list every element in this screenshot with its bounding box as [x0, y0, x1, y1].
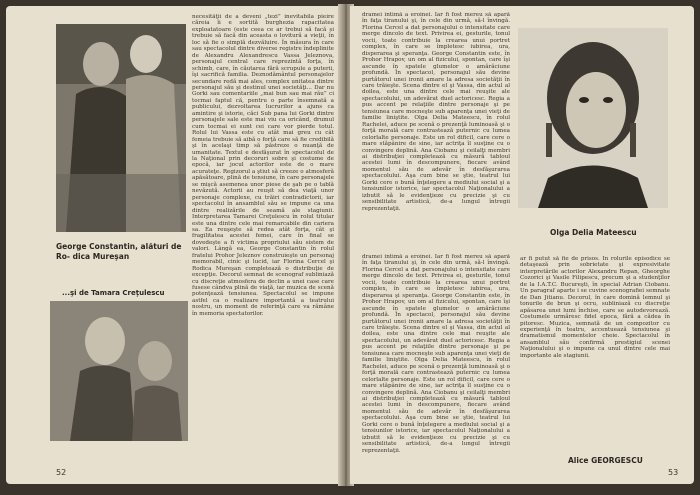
right-bottom-left-text: dramei intimă a eroinei. Iar fi fost mereu să apară în faţa tiranului şi, în cele din urmă, să-l învingă. Florina Cercel a dat personajului o intensitate care merge dincolo de text. Privirea ei, gesturile, tonul vocii, toate contribuie la crearea unui portret complex, în care se împletesc iubirea, ura, disperarea şi speranţa. George Constantin este, în Prohor Hrapov, un om al fizicului, spontan, care îşi ascunde în spatele glumelor o amărăciune profundă. În spectacol, personajul său devine purtătorul unei ironii amare la adresa societăţii în care trăieşte. Scena dintre el şi Vassa, din actul al doilea, este una dintre cele mai reuşite ale spectacolului, un adevărat duel actoricesc. Regia a pus accent pe relaţiile dintre personaje şi pe tensiunea care mocneşte sub aparenţa unei vieţi de familie liniştite. Olga Delia Mateescu, în rolul Rachelei, aduce pe scenă o prezenţă luminoasă şi o forţă morală care contrastează puternic cu lumea celorlalte personaje. Este un rol dificil, care cere o mare stăpânire de sine, iar actriţa îl susţine cu o convingere deplină. Ana Ciobanu şi ceilalţi membri ai distribuţiei completează cu măsură tabloul acestei lumi în descompunere, fiecare având momentul său de adevăr în desfăşurarea spectacolului. Aşa cum bine se ştie, teatrul lui Gorki cere o bună înţelegere a mediului social şi a tensiunilor istorice, iar spectacolul Naţionalului a izbutit să le evidenţieze cu precizie şi cu sensibilitate artistică, de-a lungul întregii reprezentaţii. [362, 254, 510, 454]
right-article-column-bottom-left [362, 254, 510, 460]
page-number-right: 53 [668, 468, 679, 477]
right-article-column-top: dramei intimă a eroinei. Iar fi fost mereu să apară în faţa tiranului şi, în cele din urmă, să-l învingă. Florina Cercel a dat personajului o intensitate care merge dincolo de text. Privirea ei, gesturile, tonul vocii, toate contribuie la crearea unui portret complex, în care se împletesc iubirea, ura, disperarea şi speranţa. George Constantin este, în Prohor Hrapov, un om al fizicului, spontan, care îşi ascunde în spatele glumelor o amărăciune profundă. În spectacol, personajul său devine purtătorul unei ironii amare la adresa societăţii în care trăieşte. Scena dintre el şi Vassa, din actul al doilea, este una dintre cele mai reuşite ale spectacolului, un adevărat duel actoricesc. Regia a pus accent pe relaţiile dintre personaje şi pe tensiunea care mocneşte sub aparenţa unei vieţi de familie liniştite. Olga Delia Mateescu, în rolul Rachelei, aduce pe scenă o prezenţă luminoasă şi o forţă morală care contrastează puternic cu lumea celorlalte personaje. Este un rol dificil, care cere o mare stăpânire de sine, iar actriţa îl susţine cu o convingere deplină. Ana Ciobanu şi ceilalţi membri ai distribuţiei completează cu măsură tabloul acestei lumi în descompunere, fiecare având momentul său de adevăr în desfăşurarea spectacolului. Aşa cum bine se ştie, teatrul lui Gorki cere o bună înţelegere a mediului social şi a tensiunilor istorice, iar spectacolul Naţionalului a izbutit să le evidenţieze cu precizie şi cu sensibilitate artistică, de-a lungul întregii reprezentaţii. [362, 12, 510, 212]
left-article-column: necesităţii de a deveni „tezi” inevitabila pieire căreia îi e sortită burghezia rapacitatea exploatatoare (este ceea ce ar trebui să facă și trebuie să facă din aceasta o lovitură a vieţii, în loc să fie o simplă dezvăluire. În măsura în care sau spectacolul dintre diverse registre îndeplinite de Alexandru Alexandrescu Vassa Jeleznova, personajul central care reprezintă forţa, în schimb, care, în căutarea fără scrupule a puterii, îşi sacrifică familia. Deznodământul personajelor secundare redă mai ales, complex unitatea dintre personajul său şi destinul unei societăţi... Dar nu Gorki sau comentariile „mai bun sau mai rău” ci tocmai faptul că, pentru o parte însemnată a publicului, dezvoltarea lucrurilor a ajuns ca amintire şi istorie, căci Sub pana lui Gorki dintre personajele sale este mai viu ca oricând, drumul cum tocmai ei sunt cei care vor pierde totul. Rolul lui Vassa este cu atât mai greu cu cât femeia trebuie să aibă o forţă care să fie credibilă şi în acelaşi timp să păstreze o nuanţă de umanitate. Textul e desfăşurat în spectacolul de la Naţional prin decoruri sobre şi costume de epocă, iar jocul actorilor este de o mare acurateţe. Regizorul a ştiut să creeze o atmosferă apăsătoare, plină de tensiune, în care personajele se mişcă asemenea unor piese de şah pe o tablă nevăzută. Actorii au reuşit să dea viaţă unor personaje complexe, cu trăiri contradictorii, iar spectacolul în ansamblul său se impune ca una dintre realizările de seamă ale stagiunii. Interpretarea Tamarei Creţulescu în rolul titular este una dintre cele mai remarcabile din cariera sa. Ea reuşeşte să redea atât forţa, cât şi fragilitatea acestei femei, care în final se dovedeşte a fi victima propriului său sistem de valori. Lângă ea, George Constantin în rolul fratelui Prohor Jeleznov construieşte un personaj memorabil, cinic şi lucid, iar Florina Cercel şi Rodica Mureşan completează o distribuţie de excepţie. Decorul semnat de scenograf subliniază cu discreţie atmosfera de declin a unei case care fusese cândva plină de viaţă, iar muzica de scenă potenţează tensiunea. Spectacolul se impune astfel ca o realizare importantă a teatrului nostru, un moment de referinţă care va rămâne în memoria spectatorilor. [192, 14, 334, 317]
photo-caption-top: George Constantin, alături de Ro- dica Mureşan [56, 242, 182, 261]
page-number-left: 52 [56, 468, 67, 477]
photo-tamara-cretulescu [50, 301, 188, 441]
right-page [350, 6, 694, 484]
photo-caption-right: Olga Delia Mateescu [550, 228, 637, 237]
right-article-column-bottom-right: ar fi putut să fie de prisos. În rolurile episodice se detaşează prin sobrietate şi expresivitate interpretările actorilor Alexandru Repan, Gheorghe Cozorici şi Vasile Filipescu, precum şi a studenţilor de la I.A.T.C. Bucureşti, în special Adrian Ciobanu. Un paragraf aparte i se cuvine scenografiei semnate de Dan Jitianu. Decorul, în care domină lemnul şi tonurile de brun şi ocru, subliniază cu discreţie apăsarea unei lumi închise, care se autodevorează. Costumele urmăresc fidel epoca, fără a cădea în pitoresc. Muzica, semnată de un compozitor cu experienţă în teatru, accentuează tensiunea şi dramatismul momentelor cheie. Spectacolul în ansamblul său confirmă prestigiul scenei Naţionalului şi o impune ca unul dintre cele mai importante ale stagiunii. [520, 256, 670, 359]
photo-caption-bottom: ...şi de Tamara Creţulescu [62, 289, 165, 297]
photo-olga-delia-mateescu [518, 28, 668, 208]
article-signature: Alice GEORGESCU [568, 456, 643, 465]
left-page [6, 6, 342, 484]
photo-george-constantin-rodica-muresan [56, 24, 186, 232]
